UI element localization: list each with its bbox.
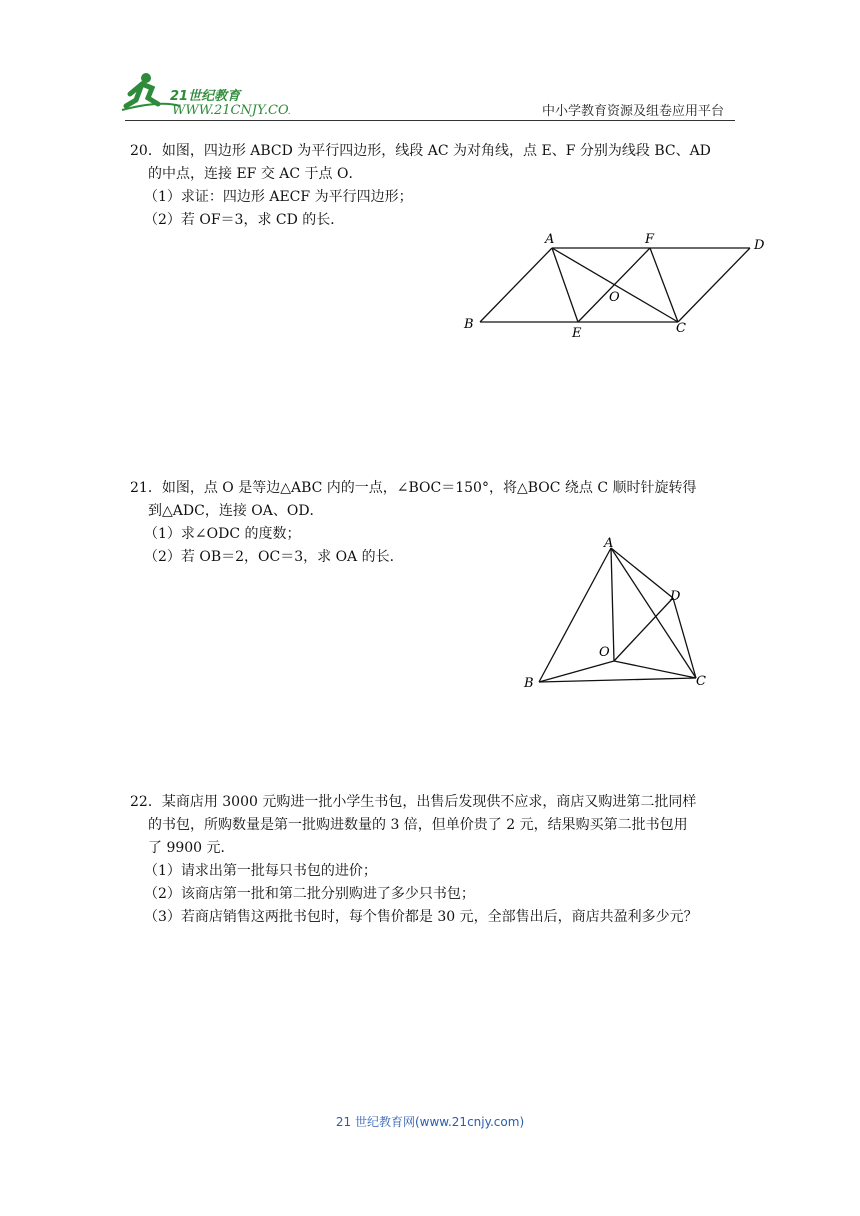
header-divider <box>125 120 735 121</box>
q21-label-C: C <box>696 674 706 689</box>
q21-line1: 21．如图，点 O 是等边△ABC 内的一点，∠BOC＝150°，将△BOC 绕点 C 顺时针旋转得 <box>130 480 697 496</box>
q20-label-D: D <box>754 238 765 253</box>
q21-part1: （1）求∠ODC 的度数； <box>144 526 301 542</box>
q22-line3: 了 9900 元． <box>148 840 235 856</box>
q20-label-F: F <box>645 232 655 247</box>
logo-text: 21世纪教育 <box>170 89 241 104</box>
logo-url: WWW.21CNJY.COM <box>172 103 290 118</box>
q20-label-B: B <box>464 317 474 332</box>
footer-link[interactable]: 21 世纪教育网(www.21cnjy.com) <box>335 1115 525 1129</box>
q20-part2: （2）若 OF＝3，求 CD 的长． <box>144 212 345 228</box>
q21-label-A: A <box>604 536 614 551</box>
q20-label-A: A <box>545 232 555 247</box>
q22-line2: 的书包，所购数量是第一批购进数量的 3 倍，但单价贵了 2 元，结果购买第二批书包用 <box>148 817 688 833</box>
q20-line2: 的中点，连接 EF 交 AC 于点 O． <box>148 166 363 182</box>
q21-triangle-figure <box>515 530 715 695</box>
q21-part2: （2）若 OB＝2，OC＝3，求 OA 的长． <box>144 549 404 565</box>
q20-label-O: O <box>609 290 620 305</box>
q21-label-D: D <box>670 589 681 604</box>
site-logo <box>120 70 290 118</box>
q21-label-B: B <box>524 676 534 691</box>
q21-label-O: O <box>599 645 610 660</box>
platform-name: 中小学教育资源及组卷应用平台 <box>541 104 724 119</box>
q20-parallelogram-figure <box>455 225 775 345</box>
q21-line2: 到△ADC，连接 OA、OD． <box>148 503 324 519</box>
q22-part3: （3）若商店销售这两批书包时，每个售价都是 30 元，全部售出后，商店共盈利多少元？ <box>144 909 698 925</box>
q20-part1: （1）求证：四边形 AECF 为平行四边形； <box>144 189 413 205</box>
q20-label-E: E <box>572 326 582 341</box>
q20-line1: 20．如图，四边形 ABCD 为平行四边形，线段 AC 为对角线，点 E、F 分别为线段 BC、AD <box>130 143 711 159</box>
q20-label-C: C <box>676 321 686 336</box>
q22-part2: （2）该商店第一批和第二批分别购进了多少只书包； <box>144 886 475 902</box>
runner-logo-icon <box>120 70 290 118</box>
q22-part1: （1）请求出第一批每只书包的进价； <box>144 863 377 879</box>
q22-line1: 22．某商店用 3000 元购进一批小学生书包，出售后发现供不应求，商店又购进第二批同样 <box>130 794 697 810</box>
